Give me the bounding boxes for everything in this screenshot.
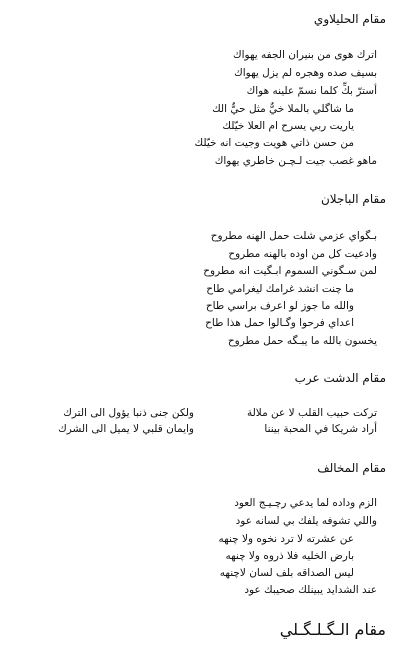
- couplet-left-hemistich: وايمان قلبي لا يميل الى الشرك: [58, 423, 194, 435]
- poem-line: والله ما جوز لو اعرف براسي طاح: [205, 300, 354, 312]
- poem-line: ليس الصداقه بلف لسان لاچنهه: [219, 567, 354, 579]
- couplet-right-hemistich: أراد شريكا في المحبة بيننا: [264, 423, 377, 435]
- poem-line: اعداي فرحوا وگـالوا حمل هذا طاح: [205, 317, 354, 329]
- poem-line: بارض الخليه فلا ذروه ولا چنهه: [225, 550, 354, 562]
- poem-line: من حسن ذاتي هويت وجيت انه خيّلك: [194, 137, 354, 149]
- poem-line: عن عشرته لا ترد نخوه ولا چنهه: [218, 533, 354, 545]
- poem-line: بـگواي عزمي شلت حمل الهنه مطروح: [210, 230, 377, 242]
- poem-line: وادعيت كل من اوده بالهنه مطروح: [228, 248, 377, 260]
- poem-line: اترك هوى من بنيران الجفه يهواك: [232, 49, 377, 61]
- poem-line: عند الشدايد يبينلك صحيبك عود: [244, 584, 377, 596]
- section-title-halilawi: مقام الحليلاوي: [313, 12, 386, 26]
- poem-line: أسترّ بكِّ كلما نسمّ علينه هواك: [246, 85, 377, 97]
- section-title-mukhalif: مقام المخالف: [317, 461, 386, 475]
- poem-line: ما شاگلي بالملا خيٌّ مثل حيٌّ الك: [212, 103, 354, 115]
- poem-line: ياريت ربي يسرح ام العلا خيّلك: [222, 120, 354, 132]
- section-title-galgali: مقام الـگـلـگـلي: [279, 620, 386, 639]
- couplet-right-hemistich: تركت حبيب القلب لا عن ملالة: [246, 407, 377, 419]
- poem-line: واللي تشوفه يلفك بي لسانه عود: [235, 515, 377, 527]
- poem-line: يخسون بالله ما يبـگه حمل مطروح: [227, 335, 377, 347]
- section-title-dasht-arab: مقام الدشت عرب: [294, 371, 386, 385]
- poem-line: بسيف صده وهجره لم يزل يهواك: [234, 67, 377, 79]
- section-title-bajalan: مقام الباجلان: [320, 192, 386, 206]
- couplet-left-hemistich: ولكن جنى ذنبا يؤول الى الترك: [63, 407, 194, 419]
- poem-line: ماهو غصب جيت لـچـن خاطري يهواك: [214, 155, 377, 167]
- poem-line: الزم وداده لما يدعي رچـيـج العود: [234, 497, 377, 509]
- poem-line: ما چنت انشد غرامك ليغرامي طاح: [206, 283, 354, 295]
- poem-line: لمن سـگوني السموم ابـگيت انه مطروح: [203, 265, 377, 277]
